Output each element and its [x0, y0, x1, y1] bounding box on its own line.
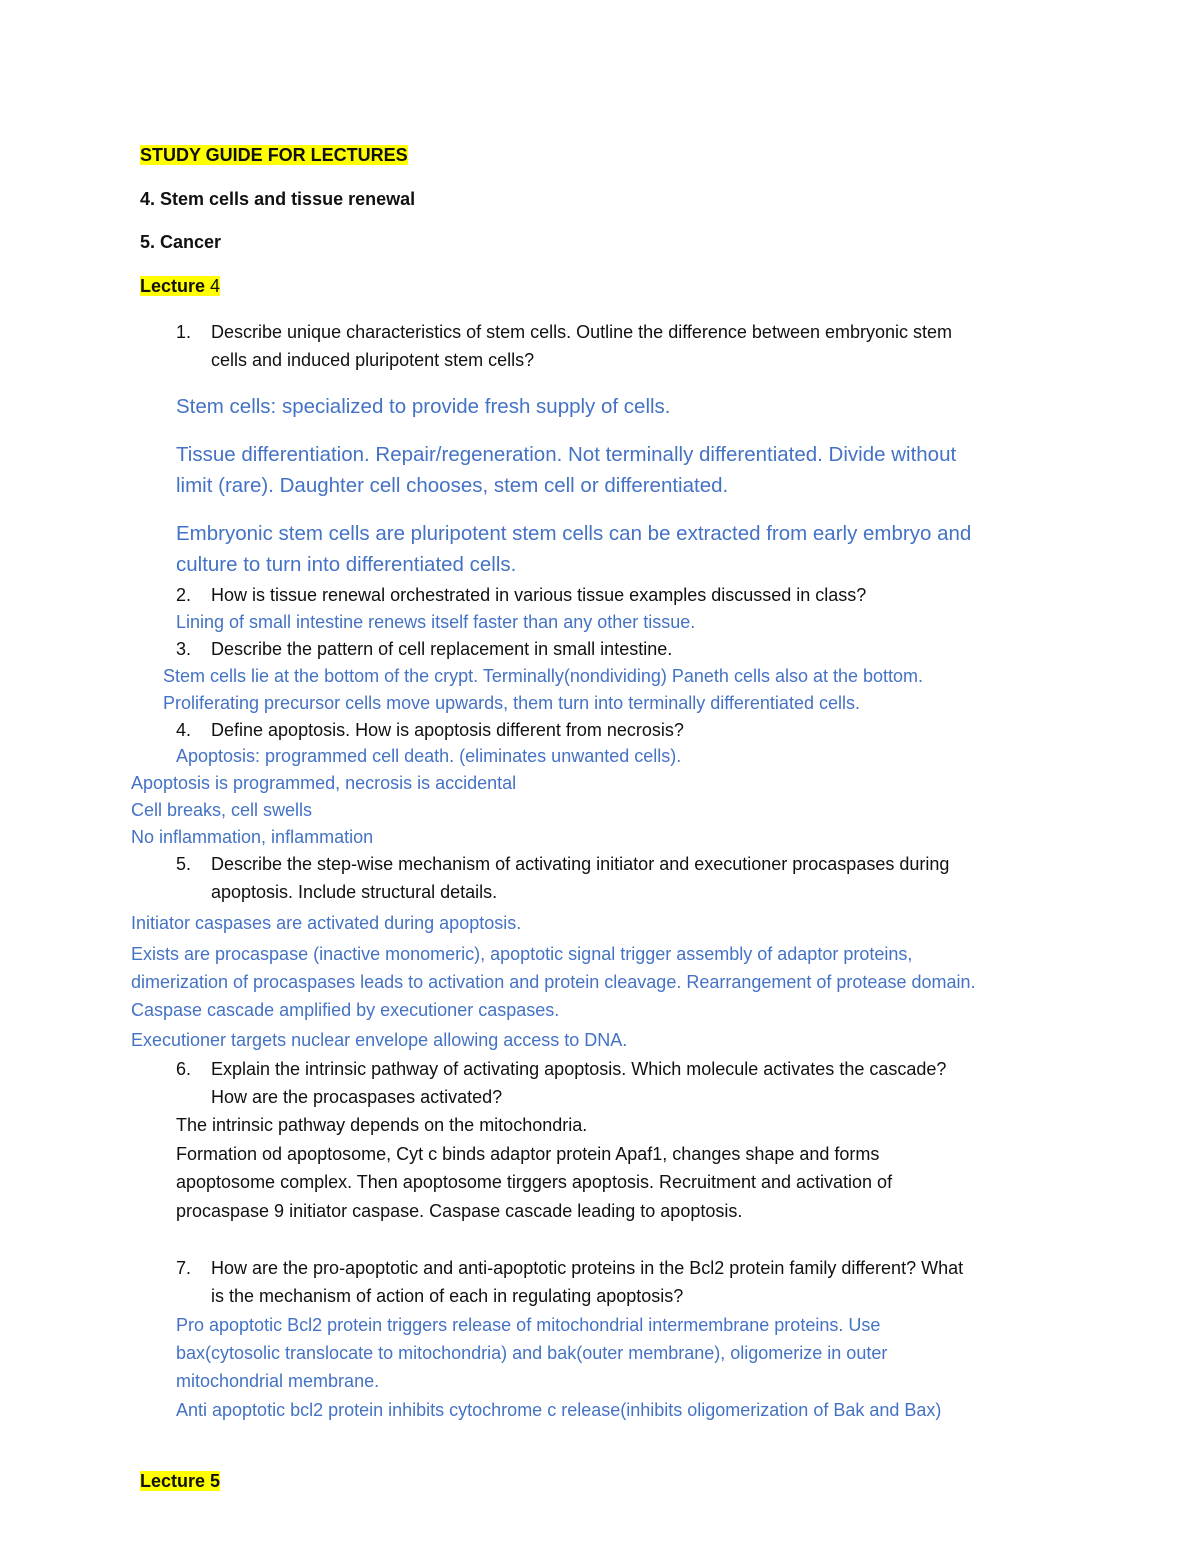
q7-line-1: How are the pro-apoptotic and anti-apoptotic proteins in the Bcl2 protein family different? What — [211, 1258, 964, 1278]
q4-number: 4. — [176, 720, 192, 740]
a4-line-4: No inflammation, inflammation — [131, 827, 374, 847]
a2-line-1: Lining of small intestine renews itself faster than any other tissue. — [176, 612, 696, 632]
topic-4: 4. Stem cells and tissue renewal — [140, 189, 416, 209]
q6-line-2: How are the procaspases activated? — [211, 1087, 503, 1107]
lecture-4-word: Lecture — [140, 276, 206, 296]
a4-line-2: Apoptosis is programmed, necrosis is accidental — [131, 773, 517, 793]
a1-line-4: Embryonic stem cells are pluripotent stem cells can be extracted from early embryo and — [176, 522, 972, 545]
q1-line-2: cells and induced pluripotent stem cells? — [211, 350, 535, 370]
lecture-4-heading — [140, 273, 220, 299]
a7-line-1: Pro apoptotic Bcl2 protein triggers release of mitochondrial intermembrane proteins. Use — [176, 1315, 881, 1335]
a5-line-2: Exists are procaspase (inactive monomeric), apoptotic signal trigger assembly of adaptor proteins, — [131, 944, 913, 964]
q3-number: 3. — [176, 639, 192, 659]
a7-line-2: bax(cytosolic translocate to mitochondria) and bak(outer membrane), oligomerize in outer — [176, 1343, 888, 1363]
q1-line-1: Describe unique characteristics of stem cells. Outline the difference between embryonic stem — [211, 322, 953, 342]
a1-line-2: Tissue differentiation. Repair/regeneration. Not terminally differentiated. Divide without — [176, 443, 957, 466]
doc-title — [140, 142, 408, 168]
a5-line-5: Executioner targets nuclear envelope allowing access to DNA. — [131, 1030, 628, 1050]
a6-line-4: procaspase 9 initiator caspase. Caspase cascade leading to apoptosis. — [176, 1201, 743, 1221]
q2-number: 2. — [176, 585, 192, 605]
topic-5: 5. Cancer — [140, 232, 222, 252]
a7-line-3: mitochondrial membrane. — [176, 1371, 380, 1391]
a4-line-1: Apoptosis: programmed cell death. (eliminates unwanted cells). — [176, 746, 682, 766]
q5-line-2: apoptosis. Include structural details. — [211, 882, 498, 902]
a5-line-3: dimerization of procaspases leads to activation and protein cleavage. Rearrangement of protease domain. — [131, 972, 976, 992]
a6-line-3: apoptosome complex. Then apoptosome tirggers apoptosis. Recruitment and activation of — [176, 1172, 893, 1192]
q6-number: 6. — [176, 1059, 192, 1079]
a1-line-1: Stem cells: specialized to provide fresh supply of cells. — [176, 395, 671, 418]
q6-line-1: Explain the intrinsic pathway of activating apoptosis. Which molecule activates the cascade? — [211, 1059, 947, 1079]
a1-line-3: limit (rare). Daughter cell chooses, stem cell or differentiated. — [176, 474, 729, 497]
a3-line-2: Proliferating precursor cells move upwards, them turn into terminally differentiated cells. — [163, 693, 860, 713]
a3-line-1: Stem cells lie at the bottom of the crypt. Terminally(nondividing) Paneth cells also at the bottom. — [163, 666, 924, 686]
q2-line-1: How is tissue renewal orchestrated in various tissue examples discussed in class? — [211, 585, 867, 605]
lecture-4-number: 4 — [205, 276, 221, 296]
q7-number: 7. — [176, 1258, 192, 1278]
a6-line-2: Formation od apoptosome, Cyt c binds adaptor protein Apaf1, changes shape and forms — [176, 1144, 880, 1164]
q5-line-1: Describe the step-wise mechanism of activating initiator and executioner procaspases during — [211, 854, 950, 874]
a1-line-5: culture to turn into differentiated cells. — [176, 553, 517, 576]
lecture-5-heading — [140, 1468, 220, 1494]
q4-line-1: Define apoptosis. How is apoptosis different from necrosis? — [211, 720, 684, 740]
lecture-4-highlight — [140, 276, 220, 296]
q5-number: 5. — [176, 854, 192, 874]
a7-line-4: Anti apoptotic bcl2 protein inhibits cytochrome c release(inhibits oligomerization of Bak and Bax) — [176, 1400, 942, 1420]
q3-line-1: Describe the pattern of cell replacement in small intestine. — [211, 639, 673, 659]
a5-line-4: Caspase cascade amplified by executioner caspases. — [131, 1000, 560, 1020]
a5-line-1: Initiator caspases are activated during apoptosis. — [131, 913, 522, 933]
q1-number: 1. — [176, 322, 192, 342]
a4-line-3: Cell breaks, cell swells — [131, 800, 313, 820]
lecture-5-text: Lecture 5 — [140, 1471, 221, 1491]
a6-line-1: The intrinsic pathway depends on the mitochondria. — [176, 1115, 588, 1135]
doc-title-text: STUDY GUIDE FOR LECTURES — [140, 145, 408, 165]
q7-line-2: is the mechanism of action of each in regulating apoptosis? — [211, 1286, 684, 1306]
